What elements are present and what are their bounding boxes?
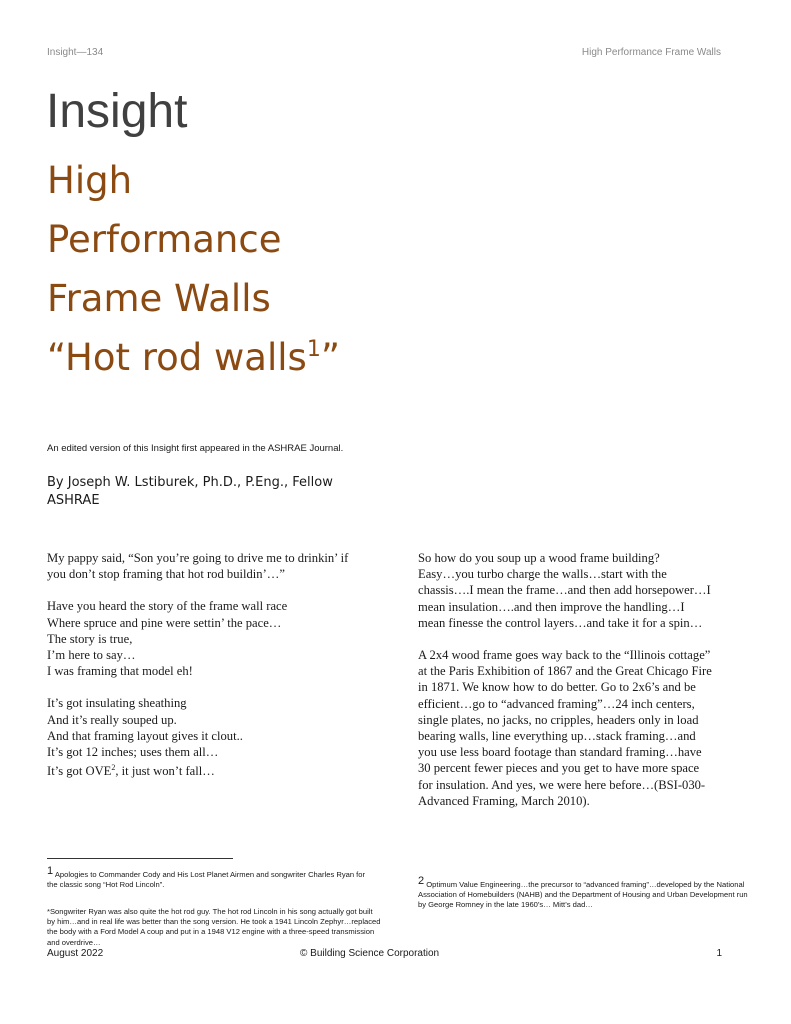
verse-2 [47,695,382,779]
article-title [47,151,387,387]
verse-line: I’m here to say… [47,648,136,663]
right-column [418,550,748,825]
paragraph-2 [418,647,748,809]
footnote-1-text: Apologies to Commander Cody and His Lost Planet Airmen and songwriter Charles Ryan for the classic song “Hot Rod Lincoln”. [47,870,366,890]
verse-line: The story is true, [47,631,133,646]
edited-note: An edited version of this Insight first appeared in the ASHRAE Journal. [47,443,344,454]
footnote-2-mark: 2 [418,875,425,887]
subtitle-text: “Hot rod walls [47,336,307,379]
title-subtitle [47,328,387,387]
verse-line: I was framing that model eh! [47,664,193,679]
opening-quote [47,550,382,582]
byline: By Joseph W. Lstiburek, Ph.D., P.Eng., Fellow ASHRAE [47,475,333,508]
subtitle-footnote-mark: 1 [306,337,321,362]
verse-line: It’s got 12 inches; uses them all… [47,745,219,760]
footnote-2-text: Optimum Value Engineering…the precursor to “advanced framing”…developed by the National Association of Homebuilders (NAHB) and the Department of Housing and Urban Development run by George Romney in the late 1960’s… Mitt’s dad… [418,880,748,910]
footnote-1 [47,865,377,890]
quote-line: you don’t stop framing that hot rod buildin’…” [47,567,285,582]
verse-1 [47,598,382,679]
title-line-1: High [47,159,133,202]
paragraph-line: 30 percent fewer pieces and you get to have more space [418,761,700,776]
paragraph-line: in 1871. We know how to do better. Go to 2x6’s and be [418,680,696,695]
paragraph-line: mean insulation….and then improve the handling…I [418,599,685,614]
footnote-1-continued: *Songwriter Ryan was also quite the hot rod guy. The hot rod Lincoln in his song actually got built by him…and in real life was better than the song version. He took a 1941 Lincoln Zephyr…replaced the body with a Ford Model A coup and put in a 1948 V12 engine with a three-speed transmission and overdrive… [47,907,381,947]
title-line-2: Performance [47,218,282,261]
footnote-divider [47,858,233,859]
verse-line: And it’s really souped up. [47,712,177,727]
paragraph-line: bearing walls, line everything up…stack framing…and [418,729,696,744]
page-number: 1 [716,948,722,959]
verse-footnote-mark: 2 [111,763,116,773]
quote-line: My pappy said, “Son you’re going to drive me to drinkin’ if [47,551,349,565]
paragraph-line: efficient…go to “advanced framing”…24 inch centers, [418,696,695,711]
left-column [47,550,382,796]
verse-line: And that framing layout gives it clout.. [47,728,243,743]
running-header-right: High Performance Frame Walls [581,47,721,58]
verse-line-last [47,760,382,779]
paragraph-line: A 2x4 wood frame goes way back to the “Illinois cottage” [418,648,711,663]
footer-copyright: © Building Science Corporation [300,948,440,959]
verse-line: It’s got insulating sheathing [47,696,187,711]
paragraph-line: chassis….I mean the frame…and then add horsepower…I [418,583,711,598]
verse-last-pre: It’s got OVE [47,764,112,779]
running-header-left: Insight—134 [47,47,104,58]
footer-date: August 2022 [47,948,104,959]
verse-line: Where spruce and pine were settin’ the pace… [47,615,282,630]
title-line-3: Frame Walls [47,277,271,320]
paragraph-line: at the Paris Exhibition of 1867 and the Great Chicago Fire [418,664,712,679]
paragraph-1 [418,550,748,631]
paragraph-line: mean finesse the control layers…and take it for a spin… [418,615,703,630]
footnote-2 [418,875,748,911]
paragraph-line: you use less board footage than standard framing…have [418,745,702,760]
verse-last-post: , it just won’t fall… [115,764,215,779]
series-title: Insight [46,85,188,138]
verse-line: Have you heard the story of the frame wall race [47,599,288,614]
paragraph-line: Easy…you turbo charge the walls…start with the [418,567,667,582]
paragraph-line: So how do you soup up a wood frame building? [418,551,660,565]
paragraph-line: single plates, no jacks, no cripples, headers only in load [418,712,699,727]
subtitle-close-quote: ” [320,336,340,379]
paragraph-line: for insulation. And yes, we were here before…(BSI-030- [418,777,706,792]
paragraph-line: Advanced Framing, March 2010). [418,793,590,808]
footnote-1-mark: 1 [47,865,54,877]
